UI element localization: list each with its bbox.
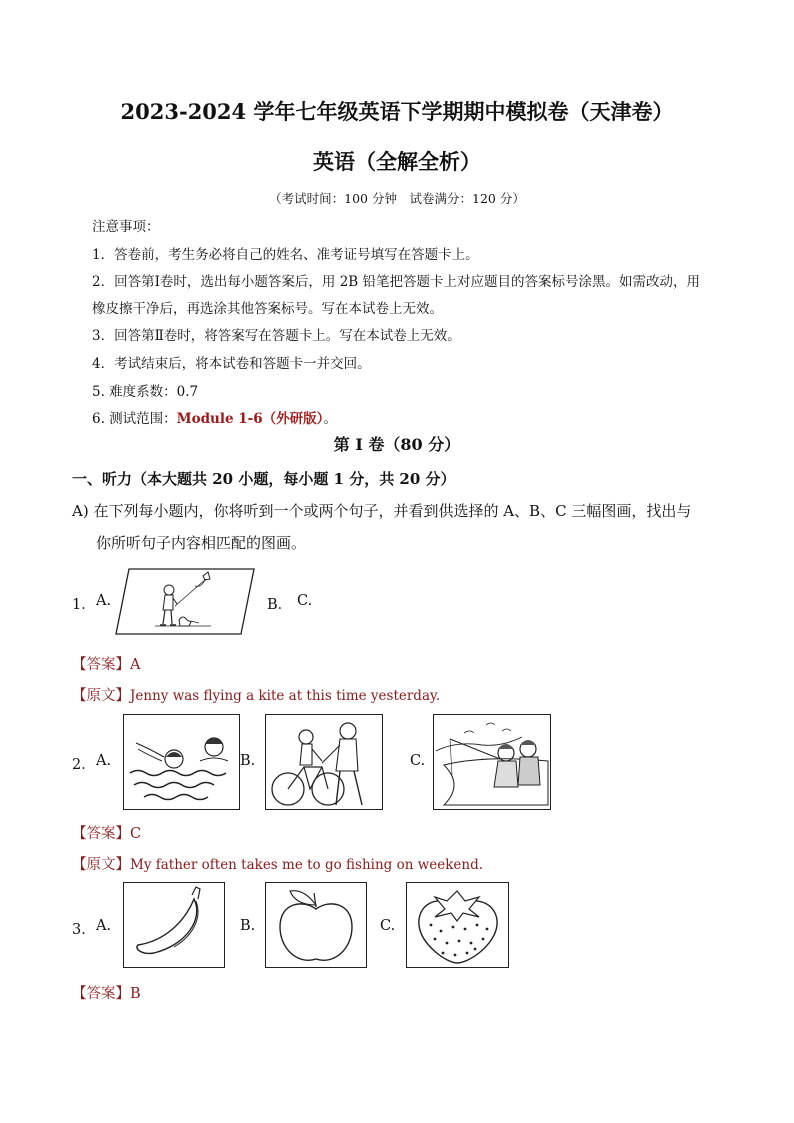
volume-heading: 第 I 卷（80 分） (333, 435, 461, 454)
note-item: 5. 难度系数：0.7 (92, 384, 199, 400)
answer-line (72, 822, 141, 843)
fishing-picture (433, 714, 551, 810)
option-label-a: A. (96, 753, 112, 769)
scope-label: 6. 测试范围： (92, 411, 177, 427)
answer-tag: 【答案】 (72, 657, 130, 673)
section-heading: 一、听力（本大题共 20 小题，每小题 1 分，共 20 分） (72, 470, 456, 488)
answer-tag: 【答案】 (72, 826, 130, 842)
notes-heading: 注意事项： (92, 219, 160, 235)
option-label-b: B. (240, 918, 256, 934)
swimming-picture (123, 714, 240, 810)
transcript-line (72, 684, 440, 705)
option-label-a: A. (96, 918, 112, 934)
document-subtitle: 英语（全解全析） (313, 149, 481, 174)
answer-value: A (130, 657, 141, 673)
exam-info: （考试时间：100 分钟 试卷满分：120 分） (269, 191, 525, 206)
part-a-instruction-continued: 你所听句子内容相匹配的图画。 (96, 534, 307, 552)
scope-end: 。 (323, 411, 337, 427)
transcript-text: Jenny was flying a kite at this time yesterday. (130, 688, 441, 704)
note-item-continued: 橡皮擦干净后，再选涂其他答案标号。写在本试卷上无效。 (92, 301, 443, 317)
transcript-text: My father often takes me to go fishing on weekend. (130, 857, 484, 873)
question-number: 3． (72, 922, 96, 938)
transcript-tag: 【原文】 (72, 857, 130, 873)
answer-tag: 【答案】 (72, 986, 130, 1002)
answer-value: B (130, 986, 141, 1002)
answer-line (72, 982, 141, 1003)
note-item: 3．回答第Ⅱ卷时，将答案写在答题卡上。写在本试卷上无效。 (92, 328, 461, 344)
note-item: 2．回答第Ⅰ卷时，选出每小题答案后，用 2B 铅笔把答题卡上对应题目的答案标号涂黑。如需改动，用 (92, 274, 701, 290)
transcript-tag: 【原文】 (72, 688, 130, 704)
scope-value: Module 1-6（外研版） (176, 411, 324, 427)
option-label-c: C. (380, 918, 396, 934)
transcript-line (72, 853, 483, 874)
question-number: 2． (72, 757, 96, 773)
strawberry-picture (406, 882, 509, 968)
question-number: 1． (72, 597, 96, 613)
document-title: 2023-2024 学年七年级英语下学期期中模拟卷（天津卷） (120, 99, 674, 124)
apple-picture (265, 882, 367, 968)
option-label-c: C. (410, 753, 426, 769)
option-label-b: B. (240, 753, 256, 769)
cycling-picture (265, 714, 383, 810)
answer-value: C (130, 826, 142, 842)
option-label-c: C. (297, 593, 313, 609)
note-scope (92, 407, 337, 427)
banana-picture (123, 882, 225, 968)
option-label-b: B． (267, 597, 293, 613)
answer-line (72, 653, 140, 674)
note-item: 4．考试结束后，将本试卷和答题卡一并交回。 (92, 356, 371, 372)
note-item: 1．答卷前，考生务必将自己的姓名、准考证号填写在答题卡上。 (92, 247, 479, 263)
kite-picture (115, 568, 253, 634)
part-a-instruction: A) 在下列每小题内，你将听到一个或两个句子，并看到供选择的 A、B、C 三幅图画，找出与 (72, 502, 692, 520)
option-label-a: A. (96, 593, 112, 609)
